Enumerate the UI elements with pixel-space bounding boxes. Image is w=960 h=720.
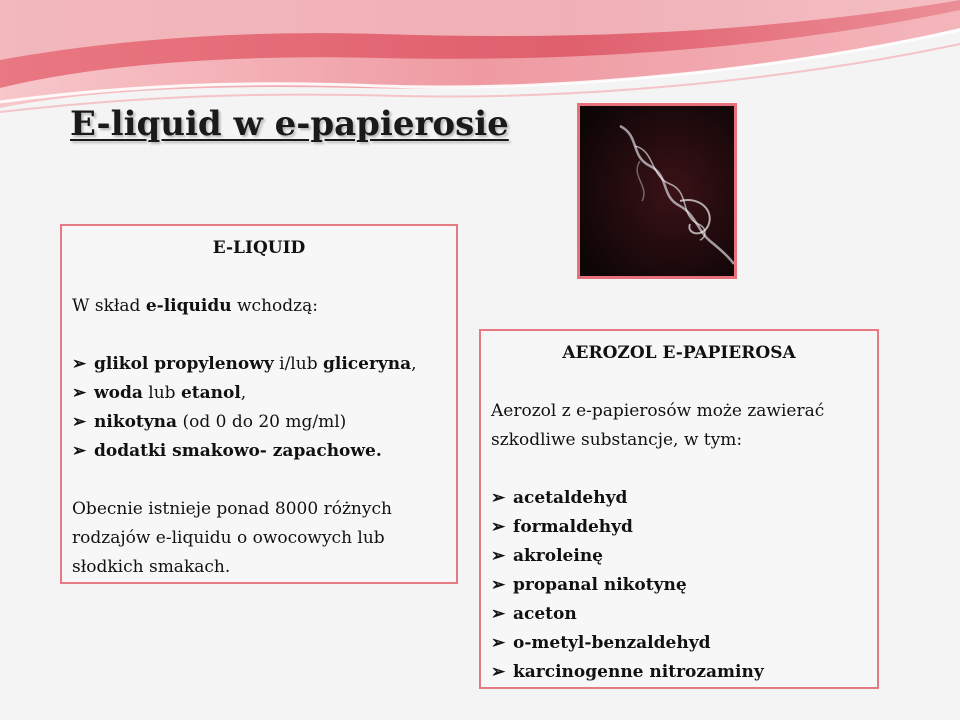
arrow-bullet-icon: ➢ [491,488,506,508]
aerosol-heading: AEROZOL E-PAPIEROSA [562,343,796,363]
e-liquid-box [60,224,458,584]
ingredient-list [72,350,446,466]
list-item: ➢ akroleinę [491,542,867,571]
substance-list [491,484,867,687]
aerosol-intro-line: Aerozol z e-papierosów może zawierać [491,401,825,421]
list-item: ➢ dodatki smakowo- zapachowe. [72,437,446,466]
arrow-bullet-icon: ➢ [72,383,87,403]
smoke-photo [577,103,737,279]
arrow-bullet-icon: ➢ [491,517,506,537]
arrow-bullet-icon: ➢ [491,575,506,595]
arrow-bullet-icon: ➢ [491,633,506,653]
aerosol-intro-line: szkodliwe substancje, w tym: [491,430,743,450]
list-item: ➢ glikol propylenowy i/lub gliceryna, [72,350,446,379]
arrow-bullet-icon: ➢ [72,354,87,374]
list-item: ➢ acetaldehyd [491,484,867,513]
aerosol-box [479,329,879,689]
list-item: ➢ woda lub etanol, [72,379,446,408]
arrow-bullet-icon: ➢ [491,546,506,566]
list-item: ➢ aceton [491,600,867,629]
e-liquid-intro: W skład e-liquidu wchodzą: [72,296,318,316]
e-liquid-note-line: rodzajów e-liquidu o owocowych lub [72,528,385,548]
list-item: ➢ nikotyna (od 0 do 20 mg/ml) [72,408,446,437]
list-item: ➢ o-metyl-benzaldehyd [491,629,867,658]
e-liquid-note-line: słodkich smakach. [72,557,231,577]
list-item: ➢ propanal nikotynę [491,571,867,600]
e-liquid-note-line: Obecnie istnieje ponad 8000 różnych [72,499,392,519]
smoke-icon [580,106,734,276]
list-item: ➢ karcinogenne nitrozaminy [491,658,867,687]
arrow-bullet-icon: ➢ [491,604,506,624]
e-liquid-heading: E-LIQUID [212,238,306,258]
arrow-bullet-icon: ➢ [491,662,506,682]
arrow-bullet-icon: ➢ [72,412,87,432]
list-item: ➢ formaldehyd [491,513,867,542]
slide-title: E-liquid w e-papierosie [70,104,509,144]
arrow-bullet-icon: ➢ [72,441,87,461]
